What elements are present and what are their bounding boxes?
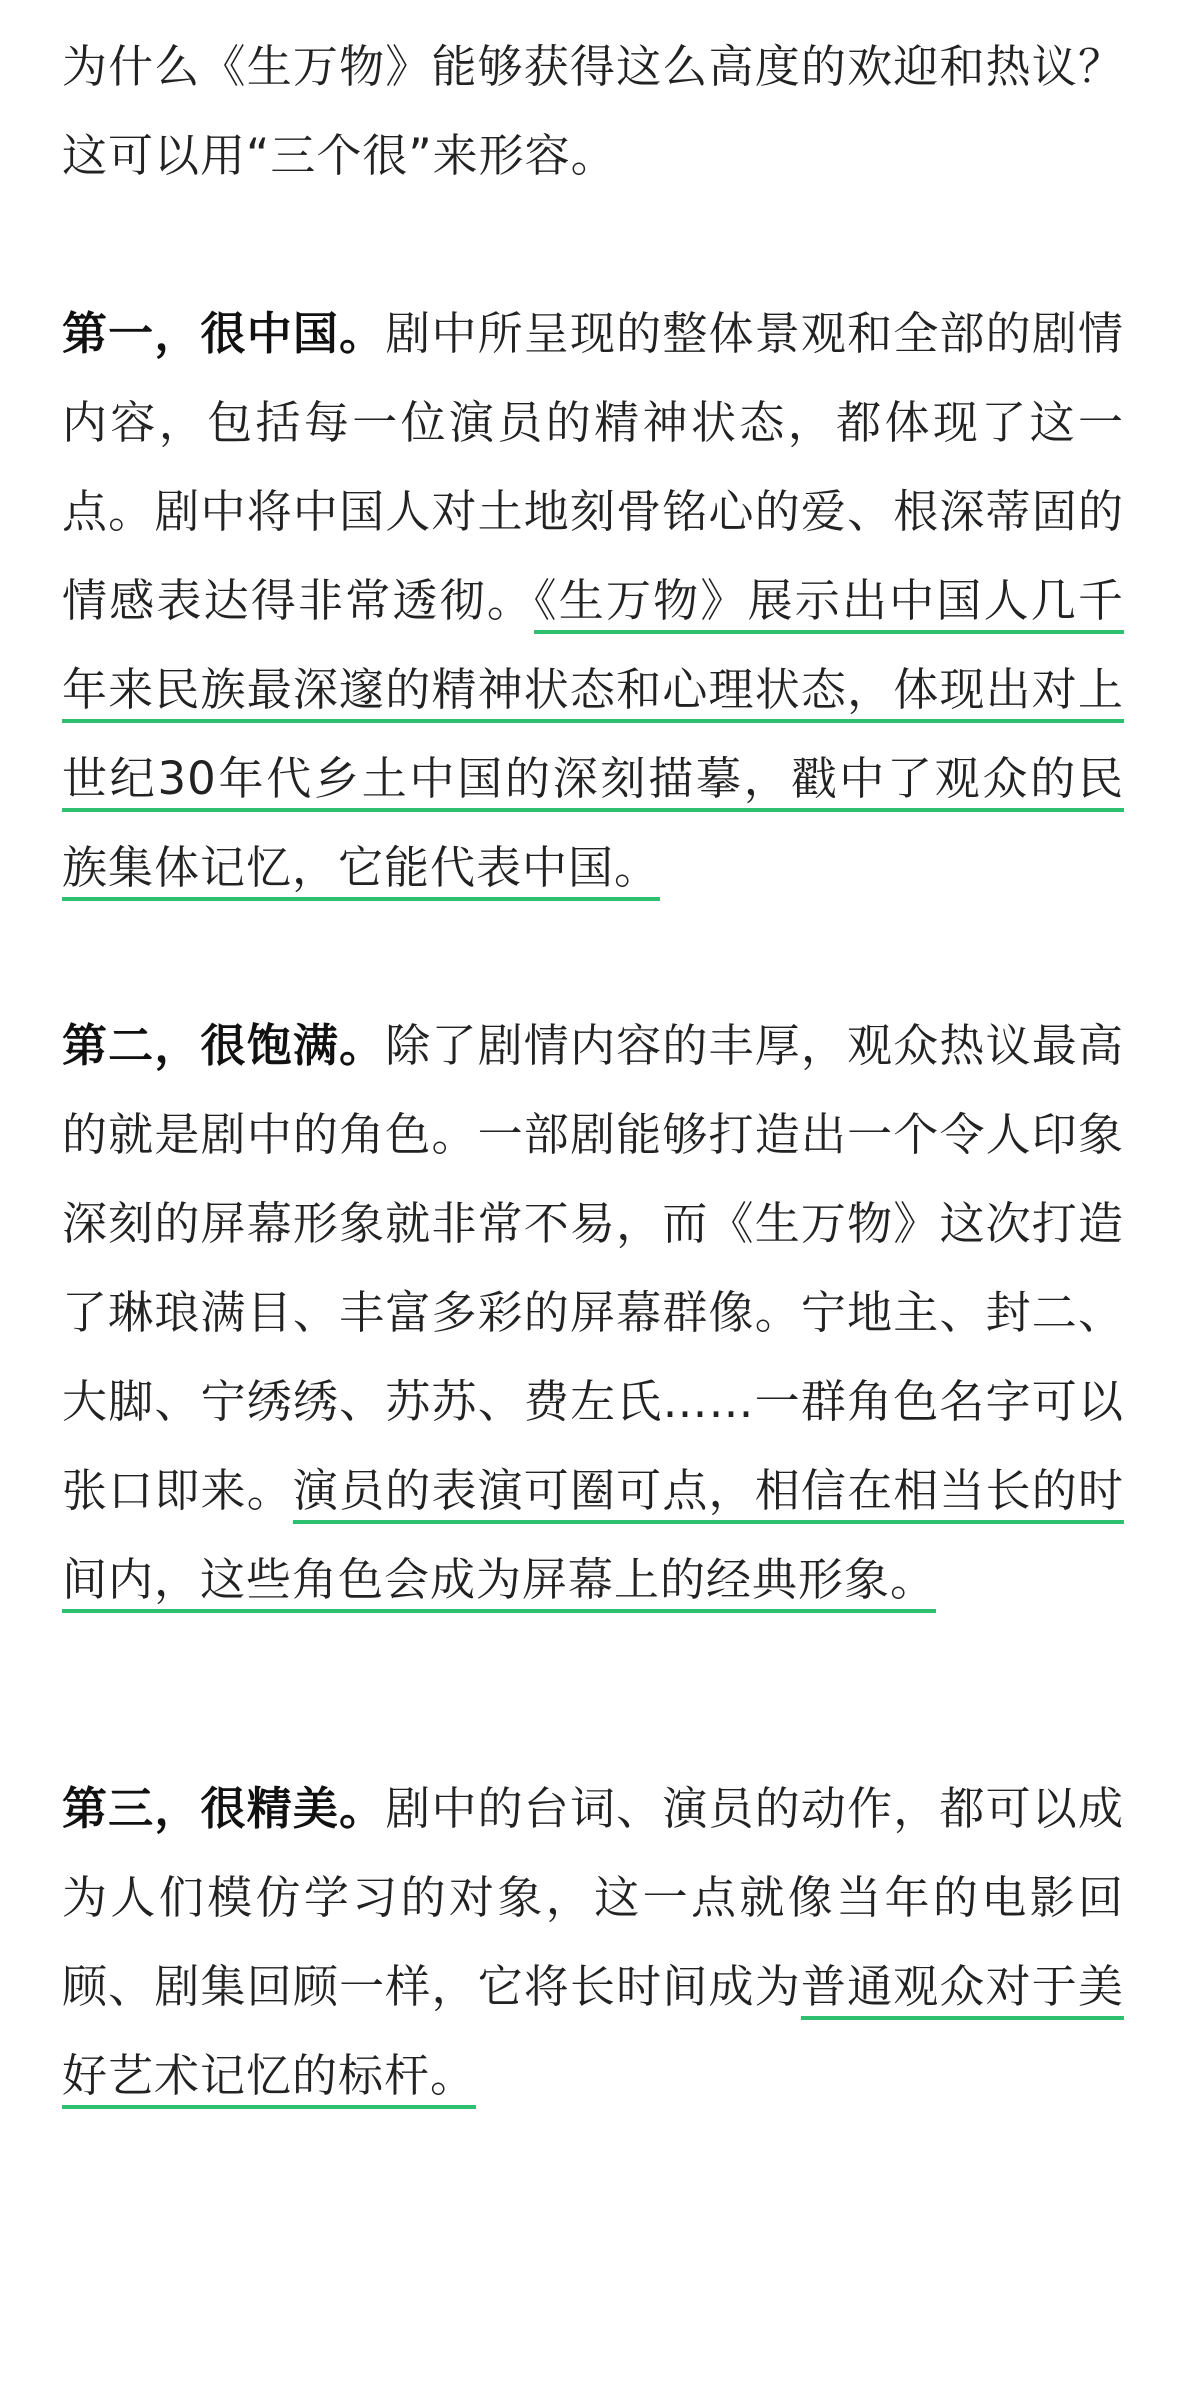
- section-lead-3: 第三，很精美。: [62, 1782, 386, 1835]
- section-lead-1: 第一，很中国。: [62, 307, 386, 360]
- section-paragraph-1: [62, 289, 1124, 912]
- section-lead-2: 第二，很饱满。: [62, 1019, 386, 1072]
- section-highlight-3: 普通观众对于美好艺术记忆的标杆。: [62, 1960, 1124, 2102]
- section-highlight-1: 《生万物》展示出中国人几千年来民族最深邃的精神状态和心理状态，体现出对上世纪30年代乡土中国的深刻描摹，戳中了观众的民族集体记忆，它能代表中国。: [62, 574, 1124, 894]
- section-paragraph-3: [62, 1764, 1124, 2120]
- section-body-3: 剧中的台词、演员的动作，都可以成为人们模仿学习的对象，这一点就像当年的电影回顾、剧集回顾一样，它将长时间成为: [62, 1782, 1124, 2013]
- intro-text: 为什么《生万物》能够获得这么高度的欢迎和热议？这可以用“三个很”来形容。: [62, 40, 1124, 182]
- article-body: [62, 22, 1124, 2120]
- section-highlight-2: 演员的表演可圈可点，相信在相当长的时间内，这些角色会成为屏幕上的经典形象。: [62, 1464, 1124, 1606]
- section-body-1: 剧中所呈现的整体景观和全部的剧情内容，包括每一位演员的精神状态，都体现了这一点。剧中将中国人对土地刻骨铭心的爱、根深蒂固的情感表达得非常透彻。: [62, 307, 1124, 627]
- intro-paragraph: [62, 22, 1124, 200]
- section-body-2: 除了剧情内容的丰厚，观众热议最高的就是剧中的角色。一部剧能够打造出一个令人印象深刻的屏幕形象就非常不易，而《生万物》这次打造了琳琅满目、丰富多彩的屏幕群像。宁地主、封二、大脚、宁绣绣、苏苏、费左氏……一群角色名字可以张口即来。: [62, 1019, 1124, 1517]
- section-paragraph-2: [62, 1001, 1124, 1624]
